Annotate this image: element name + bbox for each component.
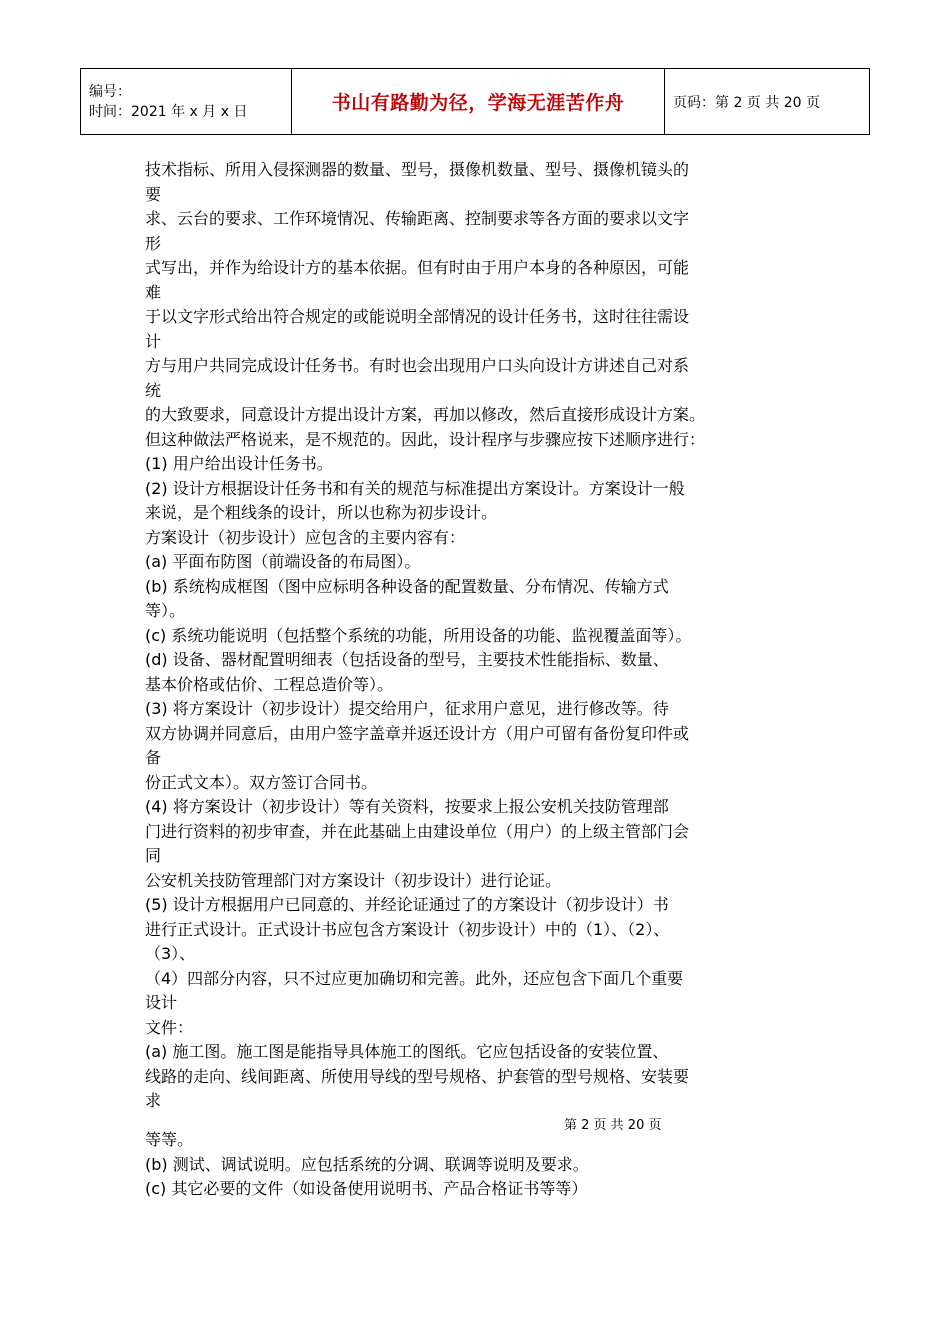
text-line: (2) 设计方根据设计任务书和有关的规范与标准提出方案设计。方案设计一般	[145, 478, 685, 498]
text-line: (3) 将方案设计（初步设计）提交给用户，征求用户意见，进行修改等。待	[145, 699, 669, 718]
document-date: 时间：2021 年 x 月 x 日	[89, 103, 248, 120]
text-line: (d) 设备、器材配置明细表（包括设备的型号，主要技术性能指标、数量、	[145, 650, 669, 669]
text-line: （3）、	[145, 944, 196, 963]
header-page-number: 页码：第 2 页 共 20 页	[665, 69, 870, 135]
document-number: 编号：	[89, 83, 131, 100]
text-line: 于以文字形式给出符合规定的或能说明全部情况的设计任务书，这时往往需设	[145, 307, 690, 326]
text-line: 方与用户共同完成设计任务书。有时也会出现用户口头向设计方讲述自己对系	[145, 356, 690, 375]
body-text	[145, 158, 815, 1114]
text-line: (c) 其它必要的文件（如设备使用说明书、产品合格证书等等）	[145, 1179, 588, 1198]
text-line: 等）。	[145, 601, 186, 620]
text-line: (a) 平面布防图（前端设备的布局图）。	[145, 552, 421, 571]
header-motto: 书山有路勤为径，学海无涯苦作舟	[292, 69, 665, 135]
text-line: (4) 将方案设计（初步设计）等有关资料，按要求上报公安机关技防管理部	[145, 797, 669, 816]
text-line: 线路的走向、线间距离、所使用导线的型号规格、护套管的型号规格、安装要	[145, 1066, 690, 1086]
text-line: 基本价格或估价、工程总造价等）。	[145, 674, 394, 694]
text-line: 进行正式设计。正式设计书应包含方案设计（初步设计）中的（1）、（2）、	[145, 919, 670, 939]
text-line: 份正式文本）。双方签订合同书。	[145, 772, 378, 792]
header-table	[80, 68, 870, 135]
text-line: 求	[145, 1091, 162, 1110]
text-line: （4）四部分内容，只不过应更加确切和完善。此外，还应包含下面几个重要	[145, 968, 684, 988]
text-line: (c) 系统功能说明（包括整个系统的功能，所用设备的功能、监视覆盖面等）。	[145, 625, 692, 645]
header-meta-cell	[81, 69, 292, 135]
text-line: 的大致要求，同意设计方提出设计方案，再加以修改，然后直接形成设计方案。	[145, 405, 706, 424]
text-line: 同	[145, 846, 162, 865]
page-footer: 第 2 页 共 20 页	[564, 1118, 662, 1133]
text-line: (1) 用户给出设计任务书。	[145, 454, 333, 473]
text-line: 公安机关技防管理部门对方案设计（初步设计）进行论证。	[145, 870, 562, 890]
text-line: 难	[145, 282, 162, 302]
text-line: 设计	[145, 993, 178, 1012]
text-line: 备	[145, 748, 162, 767]
text-line: 统	[145, 380, 162, 400]
text-line: 形	[145, 233, 162, 253]
text-line: (b) 系统构成框图（图中应标明各种设备的配置数量、分布情况、传输方式	[145, 576, 669, 596]
text-line: 双方协调并同意后，由用户签字盖章并返还设计方（用户可留有备份复印件或	[145, 723, 690, 743]
text-line: 等等。	[145, 1130, 194, 1149]
text-line: (a) 施工图。施工图是能指导具体施工的图纸。它应包括设备的安装位置、	[145, 1042, 669, 1061]
text-line: 求、云台的要求、工作环境情况、传输距离、控制要求等各方面的要求以文字	[145, 209, 690, 228]
text-line: 技术指标、所用入侵探测器的数量、型号，摄像机数量、型号、摄像机镜头的	[145, 160, 690, 179]
text-line: 文件：	[145, 1017, 194, 1037]
text-line: 式写出，并作为给设计方的基本依据。但有时由于用户本身的各种原因，可能	[145, 258, 690, 277]
body-text-continued	[145, 1128, 815, 1202]
text-line: 方案设计（初步设计）应包含的主要内容有：	[145, 527, 466, 547]
text-line: 但这种做法严格说来，是不规范的。因此，设计程序与步骤应按下述顺序进行：	[145, 429, 706, 449]
text-line: 门进行资料的初步审查，并在此基础上由建设单位（用户）的上级主管部门会	[145, 821, 690, 841]
text-line: 来说，是个粗线条的设计，所以也称为初步设计。	[145, 503, 498, 522]
text-line: 计	[145, 331, 162, 351]
text-line: (5) 设计方根据用户已同意的、并经论证通过了的方案设计（初步设计）书	[145, 895, 669, 914]
text-line: 要	[145, 184, 162, 204]
text-line: (b) 测试、调试说明。应包括系统的分调、联调等说明及要求。	[145, 1154, 589, 1174]
